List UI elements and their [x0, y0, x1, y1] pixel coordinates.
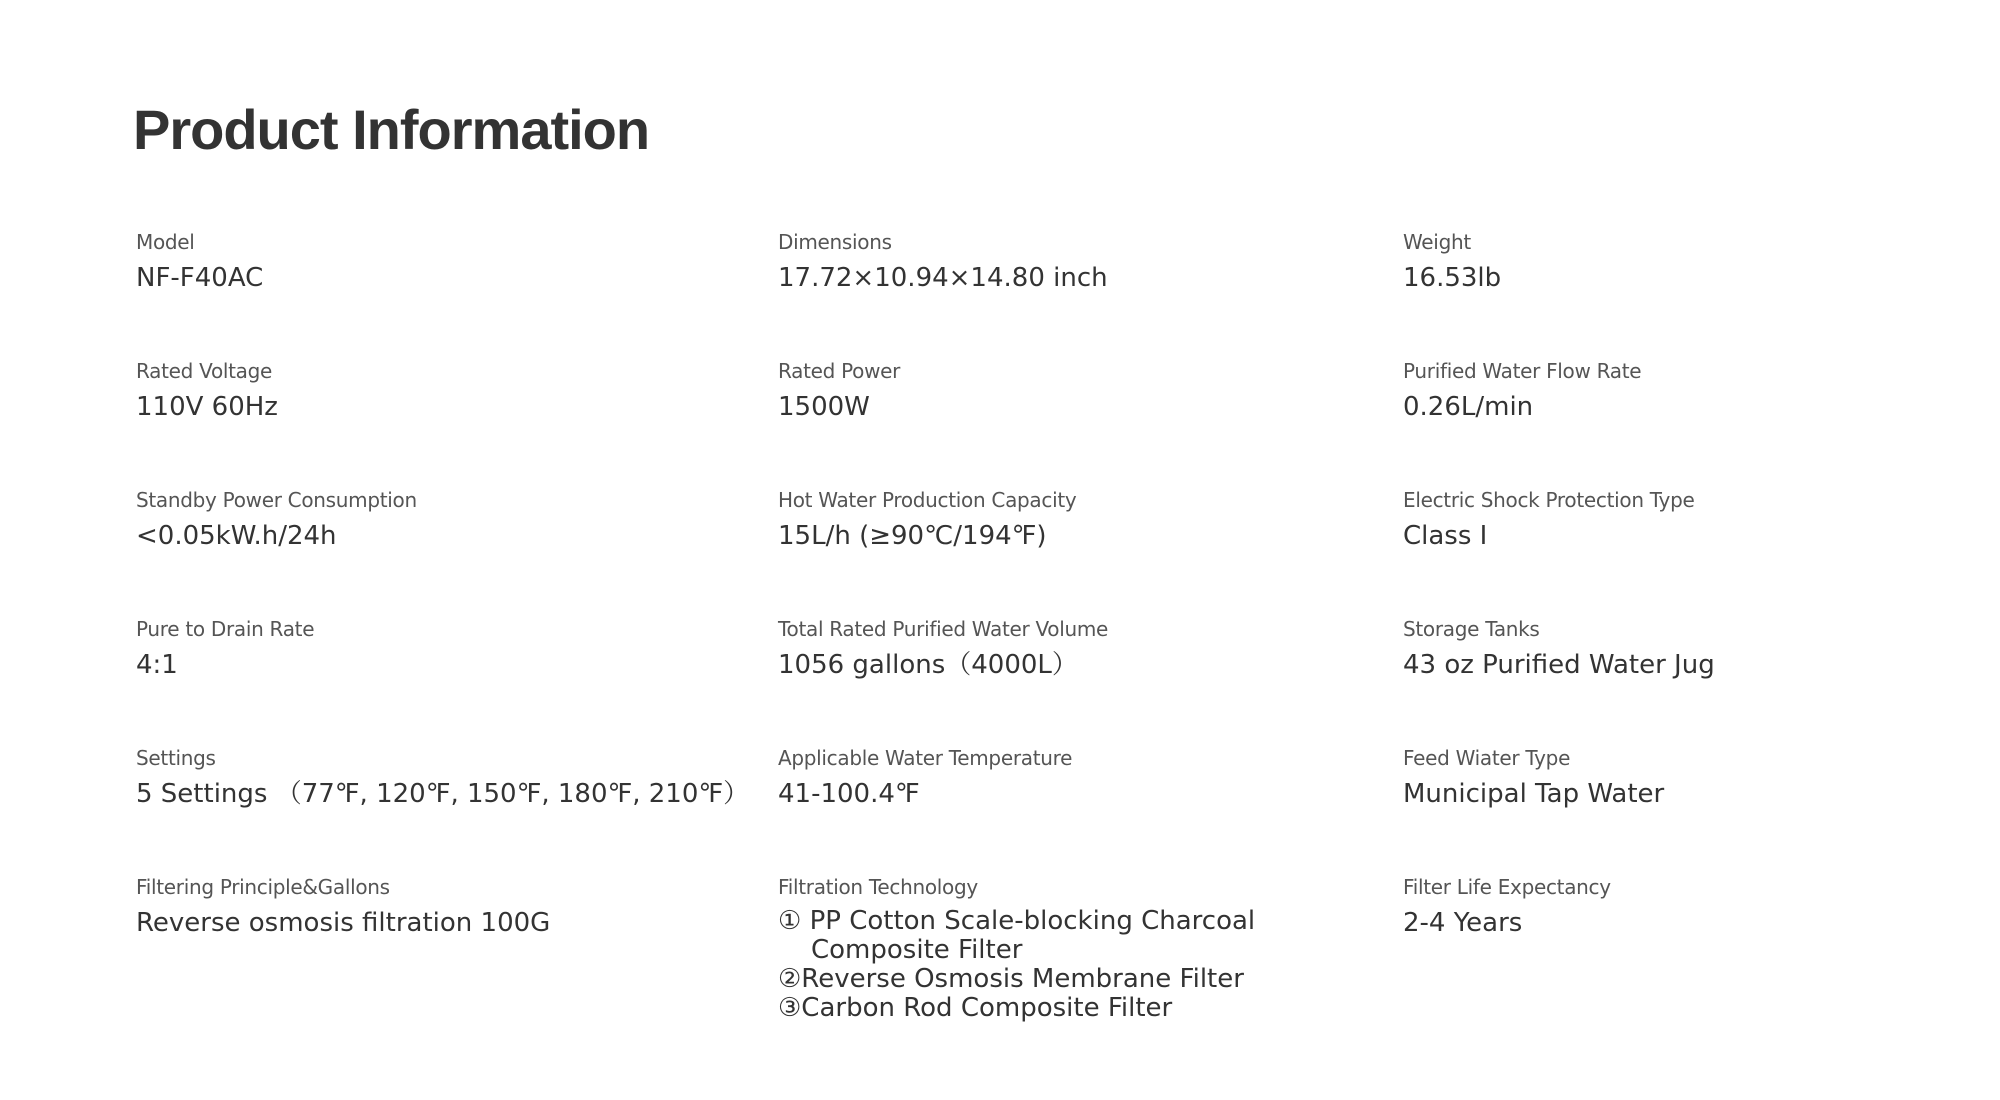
spec-label: Applicable Water Temperature	[778, 746, 1073, 770]
spec-settings	[136, 744, 750, 810]
spec-label: Filter Life Expectancy	[1403, 875, 1611, 899]
page-title: Product Information	[133, 98, 650, 161]
filtration-item: ②Reverse Osmosis Membrane Filter	[778, 964, 1244, 994]
spec-label: Settings	[136, 746, 216, 770]
spec-label: Filtration Technology	[778, 875, 978, 899]
spec-value: NF-F40AC	[136, 263, 264, 293]
spec-value: Class I	[1403, 521, 1488, 551]
spec-label: Purified Water Flow Rate	[1403, 359, 1642, 383]
spec-filtering-principle	[136, 873, 716, 939]
filtration-item: ③Carbon Rod Composite Filter	[778, 993, 1173, 1023]
spec-value: 2-4 Years	[1403, 908, 1523, 938]
spec-label: Rated Voltage	[136, 359, 273, 383]
spec-value: 1056 gallons（4000L）	[778, 650, 1078, 680]
spec-label: Storage Tanks	[1403, 617, 1540, 641]
spec-water-temperature	[778, 744, 1358, 810]
spec-value: 0.26L/min	[1403, 392, 1534, 422]
spec-label: Pure to Drain Rate	[136, 617, 315, 641]
spec-value: 43 oz Purified Water Jug	[1403, 650, 1715, 680]
spec-label: Total Rated Purified Water Volume	[778, 617, 1109, 641]
spec-label: Filtering Principle&Gallons	[136, 875, 390, 899]
spec-storage-tanks	[1403, 615, 1983, 681]
spec-value: 5 Settings （77℉, 120℉, 150℉, 180℉, 210℉）	[136, 779, 750, 809]
spec-label: Standby Power Consumption	[136, 488, 417, 512]
spec-label: Model	[136, 230, 195, 254]
spec-label: Weight	[1403, 230, 1471, 254]
spec-rated-power	[778, 357, 1358, 423]
spec-standby-power	[136, 486, 716, 552]
spec-label: Dimensions	[778, 230, 892, 254]
filtration-list	[778, 907, 1358, 1023]
spec-pure-drain-rate	[136, 615, 716, 681]
spec-value: Municipal Tap Water	[1403, 779, 1665, 809]
spec-value: 1500W	[778, 392, 870, 422]
spec-value: <0.05kW.h/24h	[136, 521, 337, 551]
spec-label: Electric Shock Protection Type	[1403, 488, 1695, 512]
spec-value: 17.72×10.94×14.80 inch	[778, 263, 1108, 293]
spec-value: 15L/h (≥90℃/194℉)	[778, 521, 1047, 551]
spec-value: 4:1	[136, 650, 178, 680]
spec-filtration-technology	[778, 873, 1358, 1023]
spec-model	[136, 228, 716, 294]
spec-shock-protection	[1403, 486, 1983, 552]
spec-label: Feed Wiater Type	[1403, 746, 1571, 770]
spec-feed-water-type	[1403, 744, 1983, 810]
spec-label: Hot Water Production Capacity	[778, 488, 1077, 512]
spec-value: 16.53lb	[1403, 263, 1502, 293]
spec-total-water-volume	[778, 615, 1358, 681]
spec-hot-water-capacity	[778, 486, 1358, 552]
spec-value: Reverse osmosis filtration 100G	[136, 908, 551, 938]
spec-dimensions	[778, 228, 1358, 294]
spec-flow-rate	[1403, 357, 1983, 423]
filtration-item-continued: Composite Filter	[811, 935, 1023, 965]
spec-label: Rated Power	[778, 359, 901, 383]
spec-value: 110V 60Hz	[136, 392, 278, 422]
spec-rated-voltage	[136, 357, 716, 423]
filtration-item: ① PP Cotton Scale-blocking Charcoal	[778, 906, 1256, 936]
spec-filter-life	[1403, 873, 1983, 939]
spec-weight	[1403, 228, 1983, 294]
spec-value: 41-100.4℉	[778, 779, 920, 809]
